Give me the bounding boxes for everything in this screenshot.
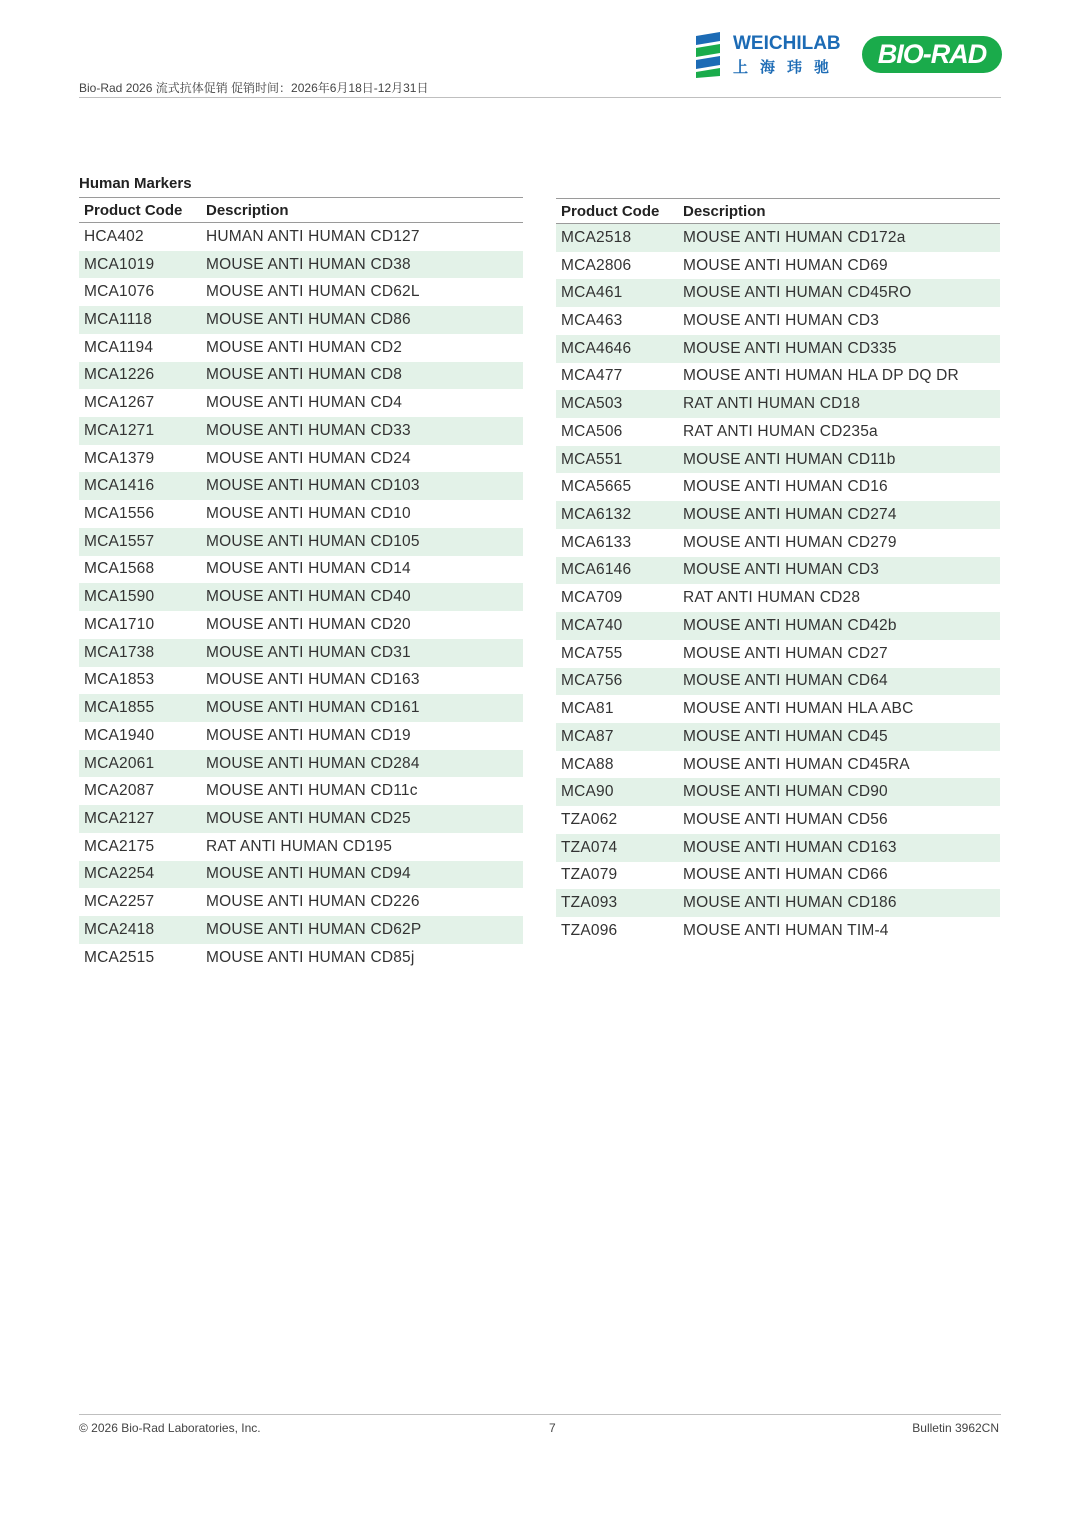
table-row: [556, 612, 1000, 640]
description-cell: MOUSE ANTI HUMAN HLA ABC: [683, 700, 914, 718]
description-cell: MOUSE ANTI HUMAN CD172a: [683, 228, 906, 246]
table-body: [556, 224, 1000, 945]
table-row: [556, 917, 1000, 945]
product-code-cell: MCA90: [561, 783, 614, 801]
table-row: [556, 446, 1000, 474]
footer-divider: [79, 1414, 1001, 1415]
description-cell: MOUSE ANTI HUMAN CD274: [683, 506, 897, 524]
table-row: [79, 667, 523, 695]
description-cell: MOUSE ANTI HUMAN CD279: [683, 533, 897, 551]
description-cell: MOUSE ANTI HUMAN CD20: [206, 615, 411, 633]
product-code-cell: MCA1226: [84, 366, 155, 384]
product-code-cell: MCA6133: [561, 533, 632, 551]
table-row: [556, 418, 1000, 446]
table-row: [79, 888, 523, 916]
product-code-cell: MCA1271: [84, 421, 155, 439]
product-code-cell: TZA062: [561, 810, 618, 828]
product-code-cell: MCA463: [561, 312, 623, 330]
product-code-cell: MCA506: [561, 422, 623, 440]
product-code-cell: TZA093: [561, 894, 618, 912]
product-code-cell: MCA755: [561, 644, 623, 662]
description-cell: MOUSE ANTI HUMAN CD163: [683, 838, 897, 856]
product-code-cell: MCA6132: [561, 506, 632, 524]
table-row: [79, 445, 523, 473]
description-cell: MOUSE ANTI HUMAN CD10: [206, 505, 411, 523]
table-row: [79, 334, 523, 362]
description-cell: MOUSE ANTI HUMAN CD62P: [206, 920, 422, 938]
product-code-cell: MCA1019: [84, 255, 155, 273]
product-code-cell: MCA2175: [84, 837, 155, 855]
description-cell: MOUSE ANTI HUMAN CD45: [683, 727, 888, 745]
table-row: [79, 417, 523, 445]
description-cell: MOUSE ANTI HUMAN CD69: [683, 256, 888, 274]
description-cell: MOUSE ANTI HUMAN CD3: [683, 312, 880, 330]
description-cell: RAT ANTI HUMAN CD195: [206, 837, 393, 855]
table-row: [79, 944, 523, 972]
table-row: [556, 307, 1000, 335]
description-cell: MOUSE ANTI HUMAN CD11b: [683, 450, 896, 468]
description-cell: MOUSE ANTI HUMAN CD19: [206, 726, 411, 744]
product-code-cell: MCA2087: [84, 782, 155, 800]
description-cell: RAT ANTI HUMAN CD235a: [683, 422, 878, 440]
product-code-cell: MCA2515: [84, 948, 155, 966]
header-promo-text: Bio-Rad 2026 流式抗体促销 促销时间：2026年6月18日-12月31日: [79, 81, 429, 95]
table-row: [79, 861, 523, 889]
table-row: [556, 473, 1000, 501]
product-code-cell: MCA2257: [84, 893, 155, 911]
description-cell: MOUSE ANTI HUMAN CD90: [683, 783, 888, 801]
description-cell: MOUSE ANTI HUMAN CD335: [683, 339, 897, 357]
description-cell: MOUSE ANTI HUMAN CD42b: [683, 616, 897, 634]
product-table-left: [79, 197, 523, 971]
description-cell: MOUSE ANTI HUMAN CD226: [206, 893, 420, 911]
table-row: [79, 306, 523, 334]
description-cell: MOUSE ANTI HUMAN CD64: [683, 672, 888, 690]
product-code-cell: MCA88: [561, 755, 614, 773]
table-row: [79, 583, 523, 611]
product-code-cell: MCA1855: [84, 699, 155, 717]
table-row: [79, 389, 523, 417]
col-header-description: Description: [683, 203, 766, 220]
table-row: [556, 751, 1000, 779]
description-cell: MOUSE ANTI HUMAN CD25: [206, 809, 411, 827]
description-cell: MOUSE ANTI HUMAN CD24: [206, 449, 411, 467]
table-row: [556, 889, 1000, 917]
table-row: [79, 472, 523, 500]
table-row: [79, 278, 523, 306]
table-row: [556, 501, 1000, 529]
product-code-cell: MCA5665: [561, 478, 632, 496]
table-row: [79, 500, 523, 528]
table-row: [79, 611, 523, 639]
product-table-right: [556, 198, 1000, 945]
product-code-cell: MCA1379: [84, 449, 155, 467]
table-row: [556, 390, 1000, 418]
description-cell: MOUSE ANTI HUMAN CD4: [206, 394, 403, 412]
table-row: [556, 279, 1000, 307]
table-row: [79, 777, 523, 805]
table-row: [79, 639, 523, 667]
product-code-cell: MCA756: [561, 672, 623, 690]
table-row: [556, 335, 1000, 363]
description-cell: MOUSE ANTI HUMAN CD86: [206, 311, 411, 329]
description-cell: MOUSE ANTI HUMAN CD33: [206, 421, 411, 439]
description-cell: MOUSE ANTI HUMAN CD16: [683, 478, 888, 496]
table-row: [556, 529, 1000, 557]
product-code-cell: MCA4646: [561, 339, 632, 357]
description-cell: MOUSE ANTI HUMAN CD2: [206, 338, 403, 356]
table-row: [556, 723, 1000, 751]
product-code-cell: MCA1710: [84, 615, 155, 633]
table-row: [556, 584, 1000, 612]
description-cell: MOUSE ANTI HUMAN CD8: [206, 366, 403, 384]
table-row: [79, 805, 523, 833]
description-cell: MOUSE ANTI HUMAN CD66: [683, 866, 888, 884]
table-row: [556, 640, 1000, 668]
description-cell: MOUSE ANTI HUMAN CD105: [206, 532, 420, 550]
biorad-logo: BIO-RAD: [862, 36, 1002, 73]
product-code-cell: MCA2061: [84, 754, 155, 772]
description-cell: RAT ANTI HUMAN CD18: [683, 395, 861, 413]
table-row: [79, 528, 523, 556]
product-code-cell: MCA709: [561, 589, 623, 607]
product-code-cell: MCA551: [561, 450, 623, 468]
product-code-cell: MCA2127: [84, 809, 155, 827]
footer-copyright: © 2026 Bio-Rad Laboratories, Inc.: [79, 1421, 261, 1435]
table-row: [79, 750, 523, 778]
description-cell: MOUSE ANTI HUMAN CD94: [206, 865, 411, 883]
description-cell: MOUSE ANTI HUMAN HLA DP DQ DR: [683, 367, 959, 385]
description-cell: MOUSE ANTI HUMAN CD11c: [206, 782, 418, 800]
col-header-product-code: Product Code: [561, 203, 660, 220]
table-header-row: [79, 198, 523, 223]
product-code-cell: TZA096: [561, 921, 618, 939]
table-row: [556, 778, 1000, 806]
product-code-cell: MCA81: [561, 700, 614, 718]
description-cell: MOUSE ANTI HUMAN CD186: [683, 894, 897, 912]
description-cell: MOUSE ANTI HUMAN CD27: [683, 644, 888, 662]
weichilab-cn-text: 上海玮驰: [733, 58, 842, 76]
col-header-product-code: Product Code: [84, 202, 183, 219]
table-row: [556, 695, 1000, 723]
description-cell: MOUSE ANTI HUMAN CD103: [206, 477, 420, 495]
product-code-cell: MCA1556: [84, 505, 155, 523]
table-row: [556, 557, 1000, 585]
description-cell: RAT ANTI HUMAN CD28: [683, 589, 861, 607]
table-row: [556, 224, 1000, 252]
description-cell: MOUSE ANTI HUMAN CD3: [683, 561, 880, 579]
product-code-cell: MCA1590: [84, 588, 155, 606]
table-row: [79, 833, 523, 861]
weichilab-logo: [692, 32, 847, 78]
table-body: [79, 223, 523, 971]
description-cell: MOUSE ANTI HUMAN CD163: [206, 671, 420, 689]
product-code-cell: TZA074: [561, 838, 618, 856]
table-row: [556, 862, 1000, 890]
description-cell: MOUSE ANTI HUMAN CD31: [206, 643, 411, 661]
product-code-cell: MCA1118: [84, 311, 153, 329]
table-row: [79, 251, 523, 279]
product-code-cell: MCA1940: [84, 726, 155, 744]
product-code-cell: MCA1194: [84, 338, 154, 356]
description-cell: HUMAN ANTI HUMAN CD127: [206, 227, 420, 245]
description-cell: MOUSE ANTI HUMAN CD284: [206, 754, 420, 772]
table-row: [79, 362, 523, 390]
product-code-cell: MCA740: [561, 616, 623, 634]
table-row: [556, 363, 1000, 391]
product-code-cell: MCA1738: [84, 643, 155, 661]
description-cell: MOUSE ANTI HUMAN CD38: [206, 255, 411, 273]
description-cell: MOUSE ANTI HUMAN CD14: [206, 560, 411, 578]
footer-bulletin: Bulletin 3962CN: [912, 1421, 999, 1435]
table-row: [79, 916, 523, 944]
product-code-cell: MCA1853: [84, 671, 155, 689]
product-code-cell: MCA2418: [84, 920, 155, 938]
header-divider: [79, 97, 1001, 98]
table-row: [79, 694, 523, 722]
description-cell: MOUSE ANTI HUMAN CD45RA: [683, 755, 910, 773]
product-code-cell: MCA2254: [84, 865, 155, 883]
product-code-cell: MCA1557: [84, 532, 155, 550]
product-code-cell: MCA87: [561, 727, 614, 745]
product-code-cell: HCA402: [84, 227, 144, 245]
product-code-cell: MCA503: [561, 395, 623, 413]
table-row: [556, 252, 1000, 280]
description-cell: MOUSE ANTI HUMAN CD45RO: [683, 284, 912, 302]
product-code-cell: MCA1416: [84, 477, 155, 495]
footer-page-number: 7: [549, 1421, 556, 1435]
product-code-cell: MCA461: [561, 284, 623, 302]
description-cell: MOUSE ANTI HUMAN CD85j: [206, 948, 415, 966]
table-row: [556, 806, 1000, 834]
table-header-row: [556, 199, 1000, 224]
product-code-cell: TZA079: [561, 866, 618, 884]
table-row: [79, 722, 523, 750]
table-row: [556, 834, 1000, 862]
description-cell: MOUSE ANTI HUMAN CD62L: [206, 283, 420, 301]
description-cell: MOUSE ANTI HUMAN CD56: [683, 810, 888, 828]
section-title: Human Markers: [79, 175, 192, 192]
product-code-cell: MCA477: [561, 367, 623, 385]
description-cell: MOUSE ANTI HUMAN CD161: [206, 699, 420, 717]
product-code-cell: MCA2518: [561, 228, 632, 246]
product-code-cell: MCA6146: [561, 561, 632, 579]
product-code-cell: MCA2806: [561, 256, 632, 274]
table-row: [79, 556, 523, 584]
product-code-cell: MCA1267: [84, 394, 155, 412]
product-code-cell: MCA1076: [84, 283, 155, 301]
description-cell: MOUSE ANTI HUMAN TIM-4: [683, 921, 889, 939]
weichilab-mark-icon: [692, 32, 724, 78]
description-cell: MOUSE ANTI HUMAN CD40: [206, 588, 411, 606]
weichilab-en-text: WEICHILAB: [733, 33, 841, 54]
col-header-description: Description: [206, 202, 289, 219]
table-row: [556, 668, 1000, 696]
product-code-cell: MCA1568: [84, 560, 155, 578]
table-row: [79, 223, 523, 251]
